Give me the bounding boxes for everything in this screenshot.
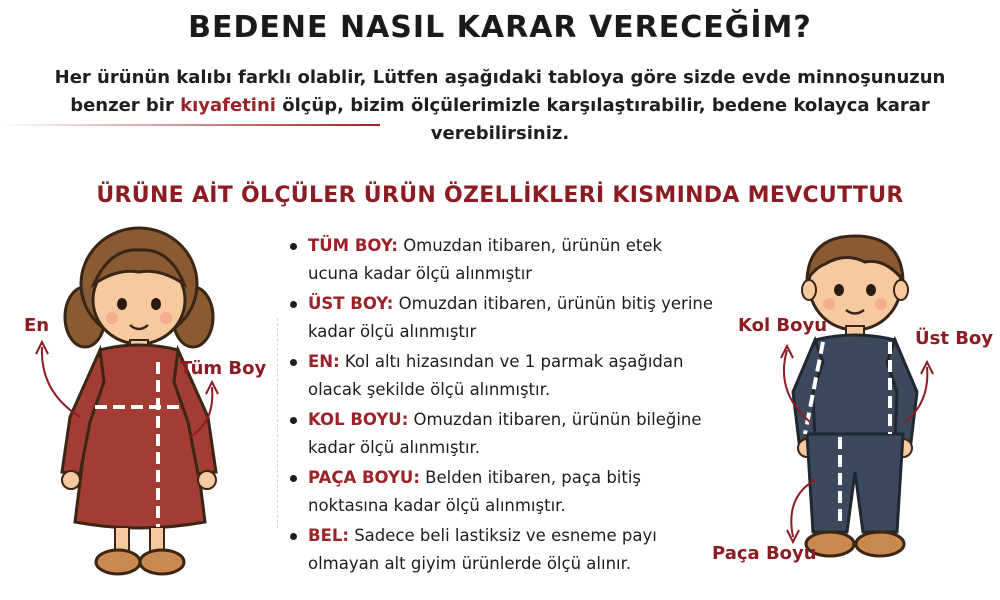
bullet-icon bbox=[290, 243, 297, 250]
bullet-icon bbox=[290, 475, 297, 482]
term: KOL BOYU: bbox=[308, 410, 409, 429]
description: Sadece beli lastiksiz ve esneme payı olmayan alt giyim ürünlerde ölçü alınır. bbox=[308, 526, 657, 573]
list-item bbox=[286, 406, 716, 462]
list-item bbox=[286, 232, 716, 288]
term: EN: bbox=[308, 352, 340, 371]
term: TÜM BOY: bbox=[308, 236, 398, 255]
description: Omuzdan itibaren, ürünün etek ucuna kadar ölçü alınmıştır bbox=[308, 236, 663, 283]
list-item bbox=[286, 348, 716, 404]
description: Omuzdan itibaren, ürünün bitiş yerine kadar ölçü alınmıştır bbox=[308, 294, 714, 341]
section-subtitle: ÜRÜNE AİT ÖLÇÜLER ÜRÜN ÖZELLİKLERİ KISMINDA MEVCUTTUR bbox=[96, 183, 904, 208]
intro-text bbox=[20, 64, 980, 148]
girl-illustration bbox=[0, 222, 280, 592]
label-tum-boy: Tüm Boy bbox=[180, 358, 267, 379]
list-item bbox=[286, 522, 716, 578]
term: PAÇA BOYU: bbox=[308, 468, 420, 487]
term: ÜST BOY: bbox=[308, 294, 394, 313]
intro-part-1: Her ürünün kalıbı farklı olablir, Lütfen aşağıdaki tabloya göre sizde evde minnoşunuzun benzer bir bbox=[54, 67, 946, 116]
description: Omuzdan itibaren, ürünün bileğine kadar ölçü alınmıştır. bbox=[308, 410, 702, 457]
label-en: En bbox=[24, 315, 50, 336]
bullet-icon bbox=[290, 533, 297, 540]
label-ust-boy: Üst Boy bbox=[915, 328, 994, 349]
term: BEL: bbox=[308, 526, 349, 545]
bullet-icon bbox=[290, 417, 297, 424]
description: Kol altı hizasından ve 1 parmak aşağıdan olacak şekilde ölçü alınmıştır. bbox=[308, 352, 684, 399]
boy-illustration bbox=[715, 222, 1000, 592]
label-paca-boyu: Paça Boyu bbox=[712, 543, 817, 564]
page-title: BEDENE NASIL KARAR VERECEĞİM? bbox=[188, 10, 812, 45]
divider-line bbox=[277, 318, 278, 528]
list-item bbox=[286, 290, 716, 346]
decorative-divider bbox=[0, 124, 380, 126]
list-item bbox=[286, 464, 716, 520]
intro-part-2: ölçüp, bizim ölçülerimizle karşılaştırabilir, bedene kolayca karar verebilirsiniz. bbox=[275, 95, 930, 144]
bullet-icon bbox=[290, 301, 297, 308]
bullet-icon bbox=[290, 359, 297, 366]
label-kol-boyu: Kol Boyu bbox=[738, 315, 828, 336]
measurement-list bbox=[286, 232, 716, 580]
description: Belden itibaren, paça bitiş noktasına kadar ölçü alınmıştır. bbox=[308, 468, 642, 515]
intro-highlight: kıyafetini bbox=[180, 95, 276, 116]
